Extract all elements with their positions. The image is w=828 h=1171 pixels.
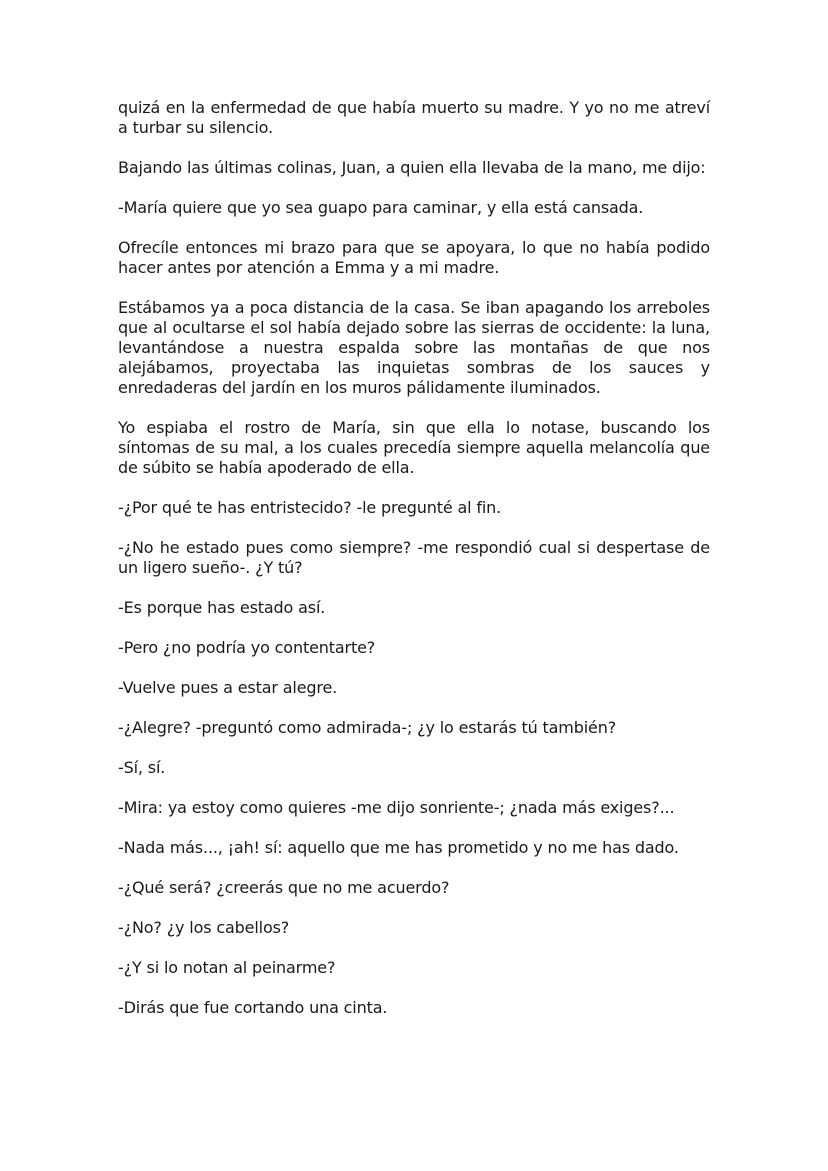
paragraph: -Es porque has estado así. <box>118 598 326 617</box>
paragraph: quizá en la enfermedad de que había muerto su madre. Y yo no me atreví a turbar su silencio. <box>118 98 710 137</box>
document-body <box>118 98 710 1038</box>
paragraph: -¿Y si lo notan al peinarme? <box>118 958 336 977</box>
paragraph: -Sí, sí. <box>118 758 166 777</box>
paragraph: -¿No he estado pues como siempre? -me respondió cual si despertase de un ligero sueño-. ¿Y tú? <box>118 538 710 577</box>
paragraph: Estábamos ya a poca distancia de la casa. Se iban apagando los arreboles que al ocultarse el sol había dejado sobre las sierras de occidente: la luna, levantándose a nuestra espalda sobre las montañas de que nos alejábamos, proyectaba las inquietas sombras de los sauces y enredaderas del jardín en los muros pálidamente iluminados. <box>118 298 710 397</box>
paragraph: -¿No? ¿y los cabellos? <box>118 918 290 937</box>
paragraph: Bajando las últimas colinas, Juan, a quien ella llevaba de la mano, me dijo: <box>118 158 706 177</box>
paragraph: Yo espiaba el rostro de María, sin que ella lo notase, buscando los síntomas de su mal, a los cuales precedía siempre aquella melancolía que de súbito se había apoderado de ella. <box>118 418 710 477</box>
paragraph: -Nada más..., ¡ah! sí: aquello que me has prometido y no me has dado. <box>118 838 679 857</box>
paragraph: -¿Qué será? ¿creerás que no me acuerdo? <box>118 878 450 897</box>
paragraph: -Vuelve pues a estar alegre. <box>118 678 338 697</box>
paragraph: -Mira: ya estoy como quieres -me dijo sonriente-; ¿nada más exiges?... <box>118 798 675 817</box>
paragraph: Ofrecíle entonces mi brazo para que se apoyara, lo que no había podido hacer antes por atención a Emma y a mi madre. <box>118 238 710 277</box>
paragraph: -Pero ¿no podría yo contentarte? <box>118 638 376 657</box>
paragraph: -¿Por qué te has entristecido? -le pregunté al fin. <box>118 498 502 517</box>
paragraph: -María quiere que yo sea guapo para caminar, y ella está cansada. <box>118 198 644 217</box>
paragraph: -¿Alegre? -preguntó como admirada-; ¿y lo estarás tú también? <box>118 718 617 737</box>
paragraph: -Dirás que fue cortando una cinta. <box>118 998 388 1017</box>
